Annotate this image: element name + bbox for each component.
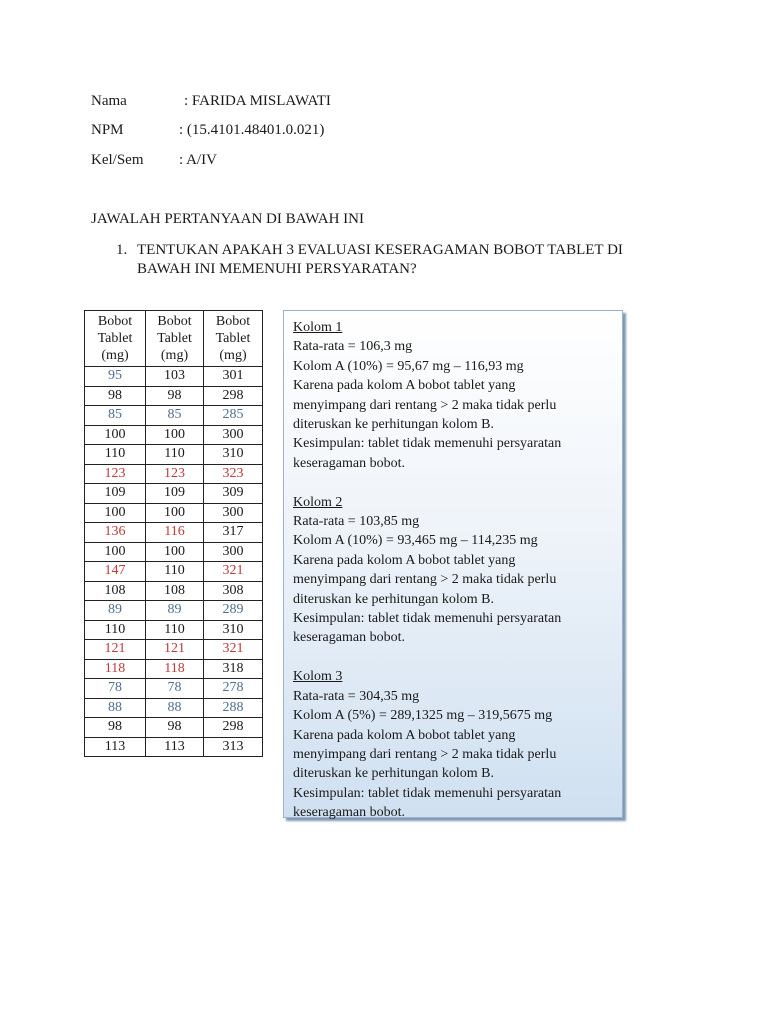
answer-line: menyimpang dari rentang > 2 maka tidak perlu — [293, 572, 557, 588]
table-cell: 100 — [146, 425, 204, 445]
table-row — [85, 406, 263, 426]
table-cell: 321 — [204, 562, 263, 582]
field-label-nama: Nama — [91, 93, 127, 109]
table-cell: 309 — [204, 484, 263, 504]
table-row — [85, 640, 263, 660]
table-cell: 313 — [204, 737, 263, 757]
question-line-1: TENTUKAN APAKAH 3 EVALUASI KESERAGAMAN BOBOT TABLET DI — [137, 242, 623, 258]
table-cell: 89 — [85, 601, 146, 621]
column-header — [85, 311, 146, 367]
table-cell: 298 — [204, 718, 263, 738]
table-cell: 98 — [85, 386, 146, 406]
table-row — [85, 659, 263, 679]
table-row — [85, 620, 263, 640]
table-cell: 100 — [85, 503, 146, 523]
field-label-kelsem: Kel/Sem — [91, 152, 144, 168]
table-header-row — [85, 311, 263, 367]
answer-line: Kesimpulan: tablet tidak memenuhi persyaratan — [293, 785, 562, 801]
table-cell: 301 — [204, 367, 263, 387]
column-header-text: Bobot — [157, 314, 192, 329]
table-cell: 289 — [204, 601, 263, 621]
table-cell: 95 — [85, 367, 146, 387]
table-cell: 110 — [85, 445, 146, 465]
column-header-text: Bobot — [97, 314, 133, 329]
field-value-npm: : (15.4101.48401.0.021) — [179, 122, 325, 138]
table-cell: 321 — [204, 640, 263, 660]
table-cell: 298 — [204, 386, 263, 406]
column-header-text: Tablet — [215, 331, 251, 346]
question-number: 1. — [116, 242, 128, 258]
table-cell: 123 — [85, 464, 146, 484]
field-value-nama: : FARIDA MISLAWATI — [184, 93, 331, 109]
answer-section — [293, 493, 613, 648]
column-header-text: (mg) — [160, 348, 189, 363]
table-cell: 121 — [85, 640, 146, 660]
table-row — [85, 425, 263, 445]
table-row — [85, 737, 263, 757]
answer-title: Kolom 2 — [293, 494, 343, 510]
table-cell: 110 — [85, 620, 146, 640]
answer-line: diteruskan ke perhitungan kolom B. — [293, 591, 495, 607]
table-cell: 103 — [146, 367, 204, 387]
column-header-text: (mg) — [101, 348, 129, 363]
column-header-text: Bobot — [215, 314, 251, 329]
table-row — [85, 367, 263, 387]
answer-section — [293, 318, 613, 473]
column-header-text: Tablet — [97, 331, 133, 346]
table-cell: 118 — [85, 659, 146, 679]
table-cell: 110 — [146, 562, 204, 582]
answer-box — [283, 310, 623, 821]
table-cell: 85 — [85, 406, 146, 426]
answer-line: Karena pada kolom A bobot tablet yang — [293, 378, 516, 394]
table-row — [85, 718, 263, 738]
table-row — [85, 542, 263, 562]
answer-line: keseragaman bobot. — [293, 455, 405, 471]
table-cell: 89 — [146, 601, 204, 621]
table-cell: 88 — [85, 698, 146, 718]
table-cell: 317 — [204, 523, 263, 543]
column-header-text: Tablet — [157, 331, 192, 346]
answer-line: menyimpang dari rentang > 2 maka tidak perlu — [293, 746, 557, 762]
answer-line: diteruskan ke perhitungan kolom B. — [293, 766, 495, 782]
table-cell: 116 — [146, 523, 204, 543]
table-row — [85, 679, 263, 699]
table-cell: 308 — [204, 581, 263, 601]
table-cell: 300 — [204, 425, 263, 445]
field-label-npm: NPM — [91, 122, 124, 138]
answer-line: Rata-rata = 106,3 mg — [293, 339, 413, 355]
answer-line: keseragaman bobot. — [293, 805, 405, 821]
table-cell: 108 — [85, 581, 146, 601]
table-row — [85, 581, 263, 601]
table-row — [85, 386, 263, 406]
table-cell: 88 — [146, 698, 204, 718]
table-cell: 136 — [85, 523, 146, 543]
table-cell: 310 — [204, 445, 263, 465]
table-row — [85, 503, 263, 523]
table-cell: 100 — [146, 542, 204, 562]
answer-line: Kesimpulan: tablet tidak memenuhi persyaratan — [293, 611, 562, 627]
table-cell: 98 — [146, 718, 204, 738]
answer-line: Kesimpulan: tablet tidak memenuhi persyaratan — [293, 436, 562, 452]
table-cell: 300 — [204, 503, 263, 523]
answer-title: Kolom 1 — [293, 320, 343, 335]
table-cell: 147 — [85, 562, 146, 582]
table-cell: 288 — [204, 698, 263, 718]
column-header — [204, 311, 263, 367]
table-cell: 109 — [85, 484, 146, 504]
table-cell: 78 — [85, 679, 146, 699]
field-value-kelsem: : A/IV — [179, 152, 217, 168]
answer-line: keseragaman bobot. — [293, 630, 405, 646]
table-cell: 323 — [204, 464, 263, 484]
table-cell: 310 — [204, 620, 263, 640]
table-cell: 300 — [204, 542, 263, 562]
table-cell: 85 — [146, 406, 204, 426]
answer-line: Kolom A (10%) = 93,465 mg – 114,235 mg — [293, 533, 538, 549]
table-row — [85, 698, 263, 718]
table-cell: 98 — [85, 718, 146, 738]
table-cell: 110 — [146, 445, 204, 465]
table-row — [85, 523, 263, 543]
table-cell: 113 — [146, 737, 204, 757]
question-line-2: BAWAH INI MEMENUHI PERSYARATAN? — [137, 261, 417, 277]
table-row — [85, 562, 263, 582]
answer-title: Kolom 3 — [293, 669, 343, 685]
table-cell: 118 — [146, 659, 204, 679]
table-cell: 285 — [204, 406, 263, 426]
table-row — [85, 445, 263, 465]
table-cell: 100 — [85, 425, 146, 445]
answer-line: Kolom A (10%) = 95,67 mg – 116,93 mg — [293, 358, 524, 374]
answer-line: Rata-rata = 304,35 mg — [293, 688, 420, 704]
table-cell: 109 — [146, 484, 204, 504]
table-cell: 121 — [146, 640, 204, 660]
column-header — [146, 311, 204, 367]
table-row — [85, 464, 263, 484]
table-cell: 123 — [146, 464, 204, 484]
heading: JAWALAH PERTANYAAN DI BAWAH INI — [91, 211, 364, 227]
answer-line: Rata-rata = 103,85 mg — [293, 514, 420, 530]
table-cell: 318 — [204, 659, 263, 679]
answer-line: Karena pada kolom A bobot tablet yang — [293, 727, 516, 743]
table-cell: 98 — [146, 386, 204, 406]
table-cell: 113 — [85, 737, 146, 757]
table-row — [85, 484, 263, 504]
table-cell: 110 — [146, 620, 204, 640]
column-header-text: (mg) — [219, 348, 247, 363]
answer-section — [293, 667, 613, 822]
table-cell: 100 — [85, 542, 146, 562]
table-cell: 278 — [204, 679, 263, 699]
answer-line: Kolom A (5%) = 289,1325 mg – 319,5675 mg — [293, 708, 553, 724]
answer-line: menyimpang dari rentang > 2 maka tidak perlu — [293, 397, 557, 413]
table-cell: 108 — [146, 581, 204, 601]
answer-line: diteruskan ke perhitungan kolom B. — [293, 417, 495, 433]
table-cell: 78 — [146, 679, 204, 699]
table-row — [85, 601, 263, 621]
answer-line: Karena pada kolom A bobot tablet yang — [293, 552, 516, 568]
tablet-weight-table — [84, 310, 263, 757]
table-cell: 100 — [146, 503, 204, 523]
table-body — [85, 367, 263, 757]
